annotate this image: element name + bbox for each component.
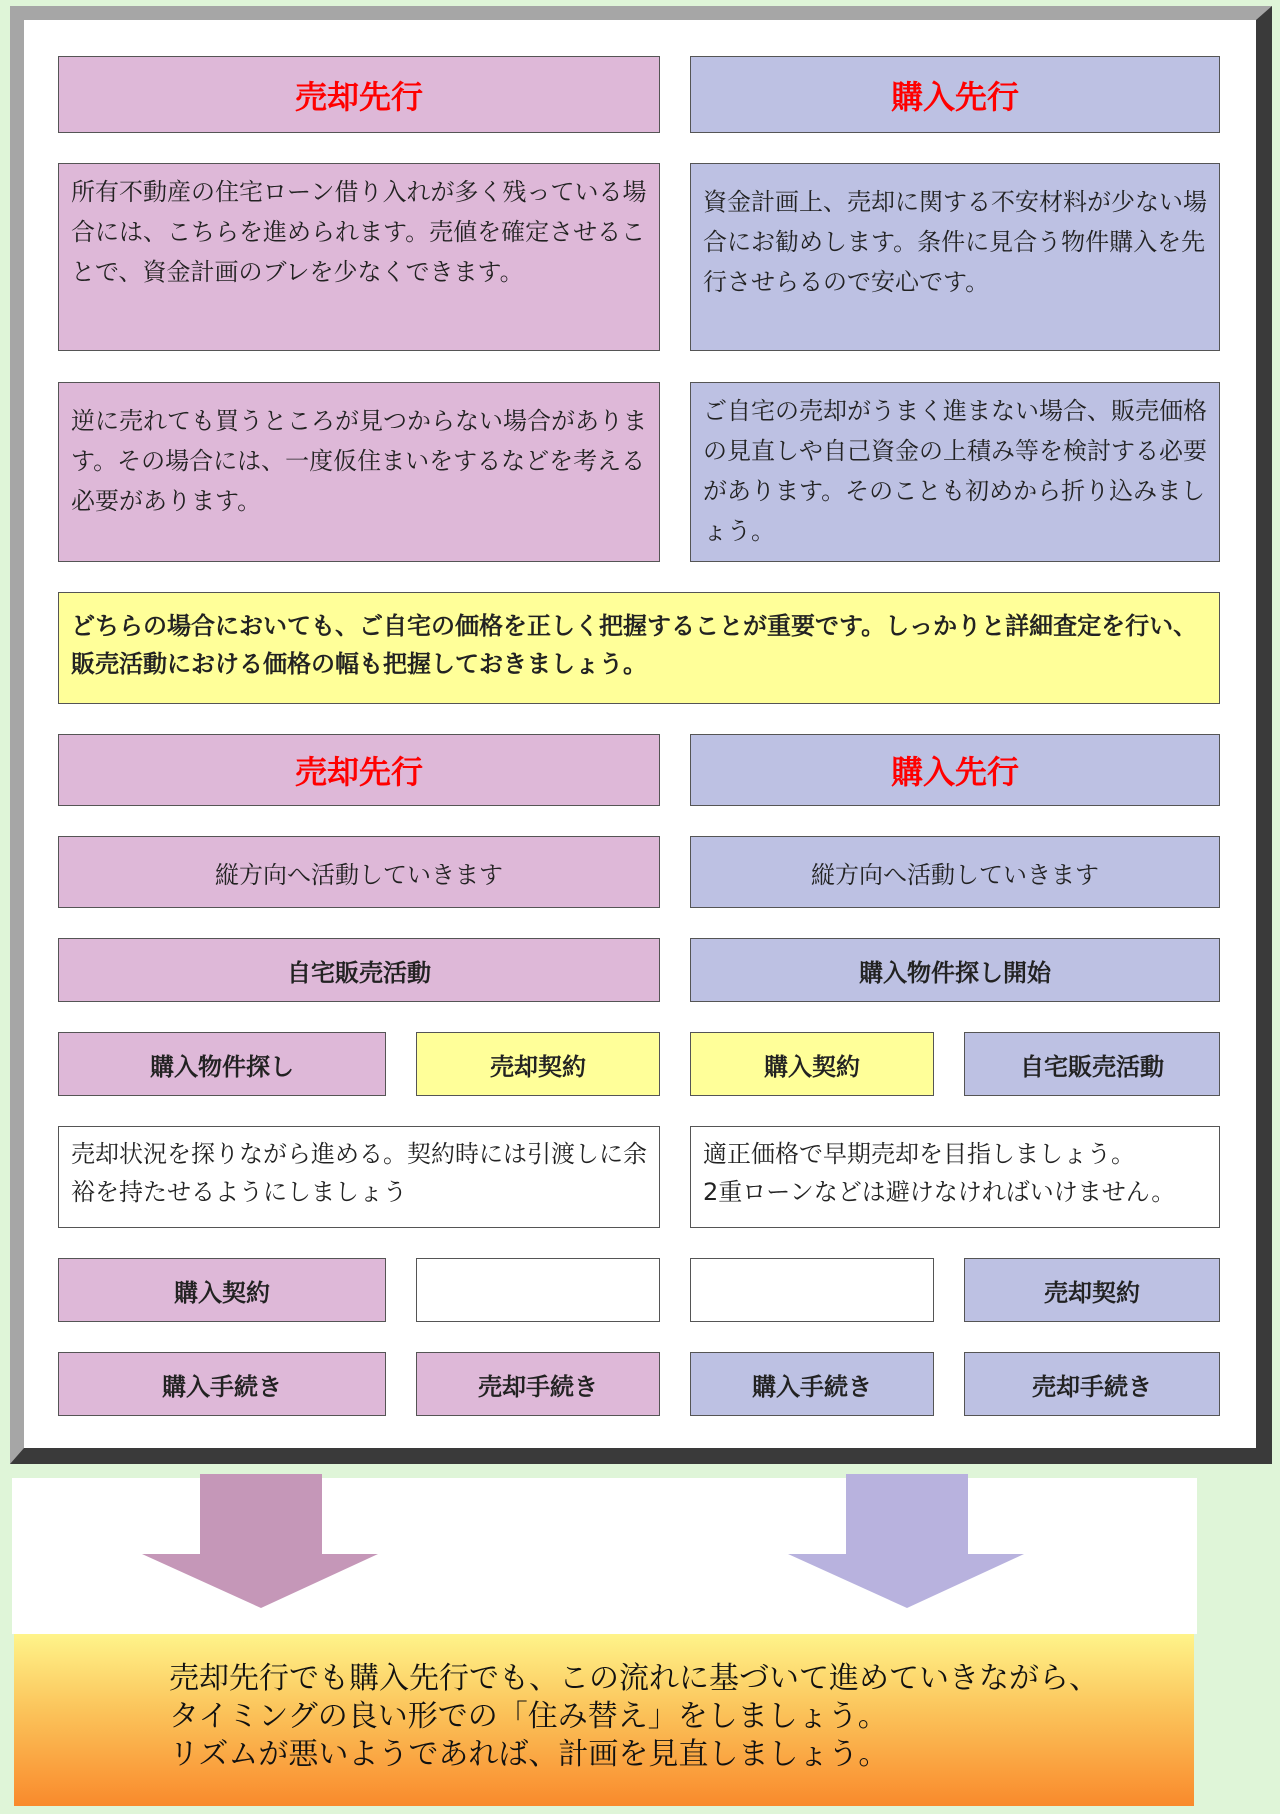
right-risk: ご自宅の売却がうまく進まない場合、販売価格の見直しや自己資金の上積み等を検討する必要があります。そのことも初めから折り込みましょう。 bbox=[690, 382, 1220, 562]
summary-box bbox=[14, 1634, 1194, 1806]
right-purchase-procedure: 購入手続き bbox=[690, 1352, 934, 1416]
important-note: どちらの場合においても、ご自宅の価格を正しく把握することが重要です。しっかりと詳細査定を行い、販売活動における価格の幅も把握しておきましょう。 bbox=[58, 592, 1220, 704]
right-comment-line-1: 適正価格で早期売却を目指しましょう。 bbox=[703, 1140, 1135, 1168]
right-description: 資金計画上、売却に関する不安材料が少ない場合にお勧めします。条件に見合う物件購入を先行させらるので安心です。 bbox=[690, 163, 1220, 351]
left-start-home-sales: 自宅販売活動 bbox=[58, 938, 660, 1002]
left-sale-procedure: 売却手続き bbox=[416, 1352, 660, 1416]
summary-line-3: リズムが悪いようであれば、計画を見直しましょう。 bbox=[169, 1737, 889, 1772]
right-direction: 縦方向へ活動していきます bbox=[690, 836, 1220, 908]
left-direction: 縦方向へ活動していきます bbox=[58, 836, 660, 908]
summary-line-2: タイミングの良い形での「住み替え」をしましょう。 bbox=[169, 1699, 888, 1734]
left-step-sale-contract: 売却契約 bbox=[416, 1032, 660, 1096]
flow-left-heading: 売却先行 bbox=[58, 734, 660, 806]
right-comment bbox=[690, 1126, 1220, 1228]
summary-line-1: 売却先行でも購入先行でも、この流れに基づいて進めていきながら、 bbox=[169, 1661, 1099, 1696]
left-purchase-procedure: 購入手続き bbox=[58, 1352, 386, 1416]
right-comment-line-2: 2重ローンなどは避けなければいけません。 bbox=[703, 1178, 1176, 1206]
left-down-arrow-icon bbox=[140, 1474, 380, 1610]
left-heading-sell-first: 売却先行 bbox=[58, 56, 660, 133]
right-down-arrow-icon bbox=[786, 1474, 1026, 1610]
right-start-property-search: 購入物件探し開始 bbox=[690, 938, 1220, 1002]
right-sale-procedure: 売却手続き bbox=[964, 1352, 1220, 1416]
left-empty-cell bbox=[416, 1258, 660, 1322]
left-description: 所有不動産の住宅ローン借り入れが多く残っている場合には、こちらを進められます。売値を確定させることで、資金計画のブレを少なくできます。 bbox=[58, 163, 660, 351]
right-empty-cell bbox=[690, 1258, 934, 1322]
left-purchase-contract: 購入契約 bbox=[58, 1258, 386, 1322]
left-risk: 逆に売れても買うところが見つからない場合があります。その場合には、一度仮住まいをするなどを考える必要があります。 bbox=[58, 382, 660, 562]
right-down-arrow-shape bbox=[788, 1474, 1024, 1608]
right-heading-buy-first: 購入先行 bbox=[690, 56, 1220, 133]
right-sale-contract: 売却契約 bbox=[964, 1258, 1220, 1322]
left-down-arrow-shape bbox=[142, 1474, 378, 1608]
right-step-home-sales: 自宅販売活動 bbox=[964, 1032, 1220, 1096]
right-step-purchase-contract: 購入契約 bbox=[690, 1032, 934, 1096]
left-step-property-search: 購入物件探し bbox=[58, 1032, 386, 1096]
flow-right-heading: 購入先行 bbox=[690, 734, 1220, 806]
left-comment: 売却状況を探りながら進める。契約時には引渡しに余裕を持たせるようにしましょう bbox=[58, 1126, 660, 1228]
